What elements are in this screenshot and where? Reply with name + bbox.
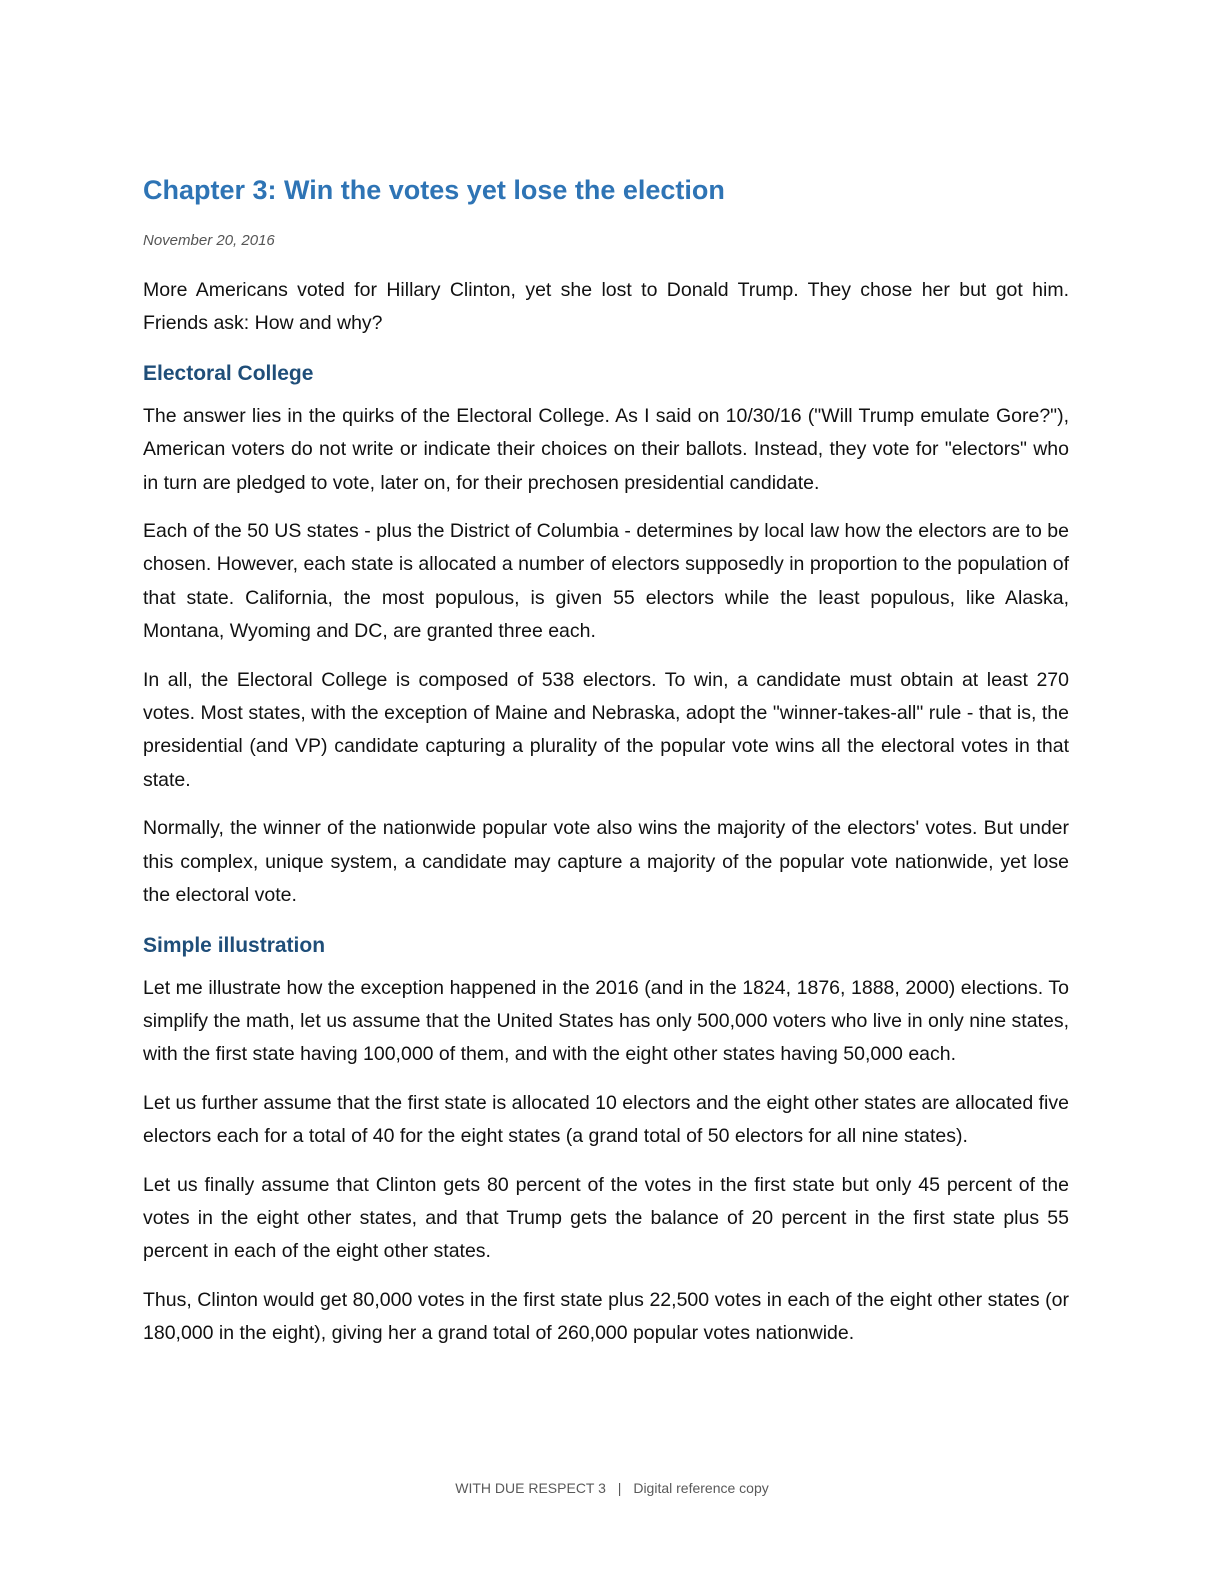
- publication-date: November 20, 2016: [143, 232, 275, 249]
- paragraph: Each of the 50 US states - plus the District of Columbia - determines by local law how the electors are to be chosen. However, each state is allocated a number of electors supposedly in proportion to the population of that state. California, the most populous, is given 55 electors while the least populous, like Alaska, Montana, Wyoming and DC, are granted three each.: [143, 520, 1069, 643]
- paragraph: Normally, the winner of the nationwide popular vote also wins the majority of the electors' votes. But under this complex, unique system, a candidate may capture a majority of the popular vote nationwide, yet lose the electoral vote.: [143, 817, 1069, 907]
- paragraph: Thus, Clinton would get 80,000 votes in the first state plus 22,500 votes in each of the eight other states (or 180,000 in the eight), giving her a grand total of 260,000 popular votes nationwide.: [143, 1288, 1069, 1345]
- document-page: [143, 170, 1069, 1366]
- page-footer: [0, 1478, 1224, 1498]
- footer-book-title: WITH DUE RESPECT 3: [455, 1480, 606, 1496]
- footer-separator: |: [617, 1480, 622, 1496]
- paragraph: Let us further assume that the first state is allocated 10 electors and the eight other states are allocated five electors each for a total of 40 for the eight states (a grand total of 50 electors for all nine states).: [143, 1091, 1069, 1148]
- section-heading-simple-illustration: Simple illustration: [143, 933, 326, 957]
- section-heading-electoral-college: Electoral College: [143, 361, 314, 385]
- intro-paragraph: More Americans voted for Hillary Clinton, yet she lost to Donald Trump. They chose her but got him. Friends ask: How and why?: [143, 279, 1069, 335]
- paragraph: In all, the Electoral College is composed of 538 electors. To win, a candidate must obtain at least 270 votes. Most states, with the exception of Maine and Nebraska, adopt the "winner-takes-all" rule - that is, the presidential (and VP) candidate capturing a plurality of the popular vote wins all the electoral votes in that state.: [143, 668, 1069, 791]
- paragraph: Let me illustrate how the exception happened in the 2016 (and in the 1824, 1876, 1888, 2000) elections. To simplify the math, let us assume that the United States has only 500,000 voters who live in only nine states, with the first state having 100,000 of them, and with the eight other states having 50,000 each.: [143, 976, 1069, 1066]
- chapter-title: Chapter 3: Win the votes yet lose the election: [143, 175, 725, 205]
- paragraph: Let us finally assume that Clinton gets 80 percent of the votes in the first state but only 45 percent of the votes in the eight other states, and that Trump gets the balance of 20 percent in the first state plus 55 percent in each of the eight other states.: [143, 1173, 1069, 1263]
- footer-note: Digital reference copy: [633, 1480, 769, 1496]
- paragraph: The answer lies in the quirks of the Electoral College. As I said on 10/30/16 ("Will Trump emulate Gore?"), American voters do not write or indicate their choices on their ballots. Instead, they vote for "electors" who in turn are pledged to vote, later on, for their prechosen presidential candidate.: [143, 404, 1069, 494]
